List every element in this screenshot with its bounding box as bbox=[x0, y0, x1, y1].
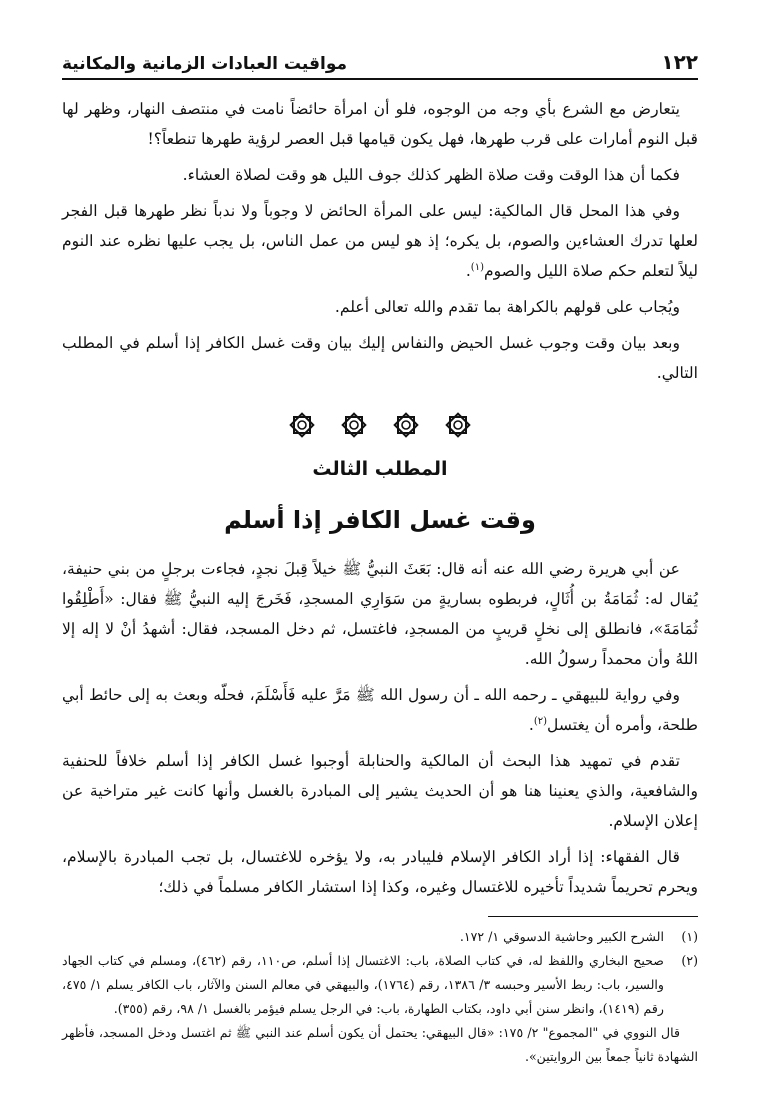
footnote-text: الشرح الكبير وحاشية الدسوقي ١/ ١٧٢. bbox=[459, 929, 664, 944]
paragraph: يتعارض مع الشرع بأي وجه من الوجوه، فلو أن امرأة حائضاً نامت في منتصف النهار، وظهر لها قبل النوم أمارات على قرب طهرها، فهل يكون قيامها قبل العصر لرؤية طهرها تنطعاً؟! bbox=[62, 100, 698, 148]
footnote-continuation: قال النووي في "المجموع" ٢/ ١٧٥: «قال البيهقي: يحتمل أن يكون أسلم عند النبي ﷺ ثم اغتسل ودخل المسجد، فأظهر الشهادة ثانياً جمعاً بين الروايتين». bbox=[62, 1025, 698, 1064]
footnotes bbox=[62, 925, 698, 1069]
footnote-rule bbox=[488, 916, 698, 917]
paragraph: وبعد بيان وقت وجوب غسل الحيض والنفاس إليك بيان وقت غسل الكافر إذا أسلم في المطلب التالي. bbox=[62, 334, 698, 382]
section-heading: المطلب الثالث bbox=[312, 458, 448, 480]
body-text-top bbox=[62, 94, 698, 388]
paragraph: فكما أن هذا الوقت وقت صلاة الظهر كذلك جوف الليل هو وقت لصلاة العشاء. bbox=[182, 166, 680, 184]
paragraph: تقدم في تمهيد هذا البحث أن المالكية والحنابلة أوجبوا غسل الكافر إذا أسلم خلافاً للحنفية والشافعية، والذي يعنينا هنا هو أن الحديث يشير إلى المبادرة بالغسل وأنها كانت غير متراخية عن إعلان الإسلام. bbox=[62, 752, 698, 830]
period: . bbox=[465, 262, 471, 280]
running-title: مواقيت العبادات الزمانية والمكانية bbox=[62, 54, 347, 74]
star-ornament-icon bbox=[339, 410, 369, 440]
period: . bbox=[528, 716, 534, 734]
star-ornament-icon bbox=[391, 410, 421, 440]
paragraph-text: وفي رواية للبيهقي ـ رحمه الله ـ أن رسول الله ﷺ مَرَّ عليه فَأَسْلَمَ، فحلّه وبعث به إلى حائط أبي طلحة، وأمره أن يغتسل bbox=[62, 686, 698, 734]
footnote-marker: (٢) bbox=[533, 715, 548, 727]
ornament-divider bbox=[62, 410, 698, 440]
footnote-marker: (١) bbox=[470, 261, 484, 273]
paragraph bbox=[62, 680, 698, 740]
footnote-number: (١) bbox=[681, 929, 698, 944]
page-number: ١٢٢ bbox=[661, 50, 698, 74]
footnote-item bbox=[62, 949, 698, 1021]
footnote-text: صحيح البخاري واللفظ له، في كتاب الصلاة، باب: الاغتسال إذا أسلم، ص١١٠، رقم (٤٦٢)، ومسلم في كتاب الجهاد والسير، باب: ربط الأسير وحبسه ٣/ ١٣٨٦، رقم (١٧٦٤)، والبيهقي في معالم السنن والآثار، باب الكافر يسلم ١/ ٤٧٥، رقم (١٤١٩)، وانظر سنن أبي داود، بكتاب الطهارة، باب: في الرجل يسلم فيؤمر بالغسل ١/ ٩٨، رقم (٣٥٥). bbox=[62, 953, 665, 1016]
page-header bbox=[62, 40, 698, 80]
paragraph: ويُجاب على قولهم بالكراهة بما تقدم والله تعالى أعلم. bbox=[334, 298, 680, 316]
paragraph bbox=[62, 196, 698, 286]
section-title: وقت غسل الكافر إذا أسلم bbox=[224, 506, 536, 534]
body-text-bottom bbox=[62, 554, 698, 902]
footnote-number: (٢) bbox=[681, 953, 698, 968]
paragraph-text: وفي هذا المحل قال المالكية: ليس على المرأة الحائض لا وجوباً ولا ندباً نظر طهرها قبل الفجر لعلها تدرك العشاءين والصوم، بل يكره؛ إذ هو ليس من عمل الناس، بل يجب عليها نظره عند النوم ليلاً لتعلم حكم صلاة الليل والصوم bbox=[62, 202, 698, 280]
star-ornament-icon bbox=[287, 410, 317, 440]
paragraph: قال الفقهاء: إذا أراد الكافر الإسلام فليبادر به، ولا يؤخره للاغتسال، بل تجب المبادرة بالإسلام، ويحرم تحريماً شديداً تأخيره للاغتسال وغيره، وكذا إذا استشار الكافر مسلماً في ذلك؛ bbox=[62, 848, 698, 896]
star-ornament-icon bbox=[443, 410, 473, 440]
footnote-item bbox=[62, 925, 698, 949]
book-page bbox=[62, 40, 698, 1080]
paragraph: عن أبي هريرة رضي الله عنه أنه قال: بَعَثَ النبيُّ ﷺ خيلاً قِبلَ نجدٍ، فجاءت برجلٍ من بني حنيفة، يُقال له: ثُمَامَةُ بن أُثَالٍ، فربطوه بساريةٍ من سَوَارِي المسجدِ، فَخَرجَ إليه النبيُّ ﷺ فقال: «أَطْلِقُوا ثُمَامَةَ»، فانطلق إلى نخلٍ قريبٍ من المسجدِ، فاغتسل، ثم دخل المسجد، فقال: أشهدُ أنْ لا إله إلا اللهُ وأن محمداً رسولُ الله. bbox=[62, 560, 698, 668]
